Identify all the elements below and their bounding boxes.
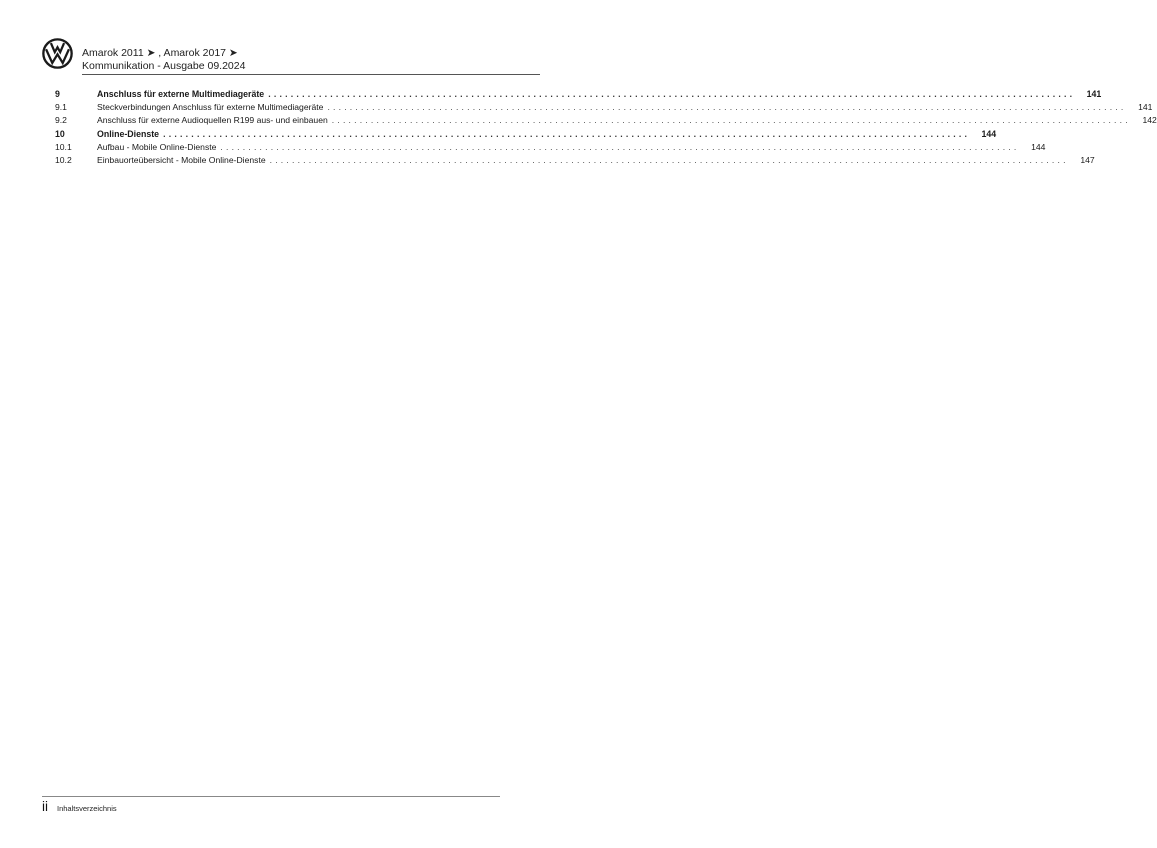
toc-entry-chapter-10[interactable]	[55, 128, 997, 141]
toc-title: Anschluss für externe Multimediageräte	[97, 89, 265, 99]
table-of-contents	[55, 88, 1157, 167]
toc-number: 10	[55, 129, 65, 139]
header-text	[82, 47, 245, 72]
page-footer	[42, 796, 540, 820]
toc-title: Aufbau - Mobile Online-Dienste	[97, 142, 217, 152]
page-number: ii	[42, 799, 48, 814]
toc-entry-10-2[interactable]	[55, 154, 1095, 167]
toc-number: 10.1	[55, 142, 72, 152]
toc-title: Einbauorteübersicht - Mobile Online-Dienste	[97, 155, 266, 165]
footer-divider	[42, 796, 500, 797]
toc-dot-leader: ...............................................................................................................................................	[163, 129, 971, 139]
toc-number: 9.1	[55, 102, 67, 112]
toc-page-number: 147	[1080, 155, 1095, 165]
toc-title: Steckverbindungen Anschluss für externe Multimediageräte	[97, 102, 324, 112]
vw-logo-icon	[42, 38, 73, 69]
toc-entry-9-1[interactable]	[55, 101, 1153, 114]
toc-number: 10.2	[55, 155, 72, 165]
toc-number: 9	[55, 89, 60, 99]
toc-page-number: 141	[1086, 89, 1102, 99]
header-divider	[82, 74, 540, 75]
footer-section-label: Inhaltsverzeichnis	[57, 804, 117, 813]
toc-dot-leader: ...............................................................................................................................................	[331, 115, 1131, 125]
page-header	[42, 38, 540, 76]
toc-title: Anschluss für externe Audioquellen R199 aus- und einbauen	[97, 115, 328, 125]
toc-entry-chapter-9[interactable]	[55, 88, 1102, 101]
document-edition: Kommunikation - Ausgabe 09.2024	[82, 59, 246, 72]
toc-dot-leader: ...............................................................................................................................................	[268, 89, 1076, 99]
toc-entry-9-2[interactable]	[55, 114, 1157, 127]
vehicle-models: Amarok 2011 ➤ , Amarok 2017 ➤	[82, 47, 238, 59]
toc-dot-leader: ...............................................................................................................................................	[269, 155, 1069, 165]
toc-number: 9.2	[55, 115, 67, 125]
toc-page-number: 142	[1142, 115, 1157, 125]
toc-title: Online-Dienste	[97, 129, 160, 139]
toc-page-number: 144	[1031, 142, 1046, 152]
toc-page-number: 141	[1138, 102, 1153, 112]
toc-dot-leader: ...............................................................................................................................................	[220, 142, 1020, 152]
toc-page-number: 144	[981, 129, 997, 139]
toc-entry-10-1[interactable]	[55, 141, 1046, 154]
toc-dot-leader: ...............................................................................................................................................	[327, 102, 1127, 112]
